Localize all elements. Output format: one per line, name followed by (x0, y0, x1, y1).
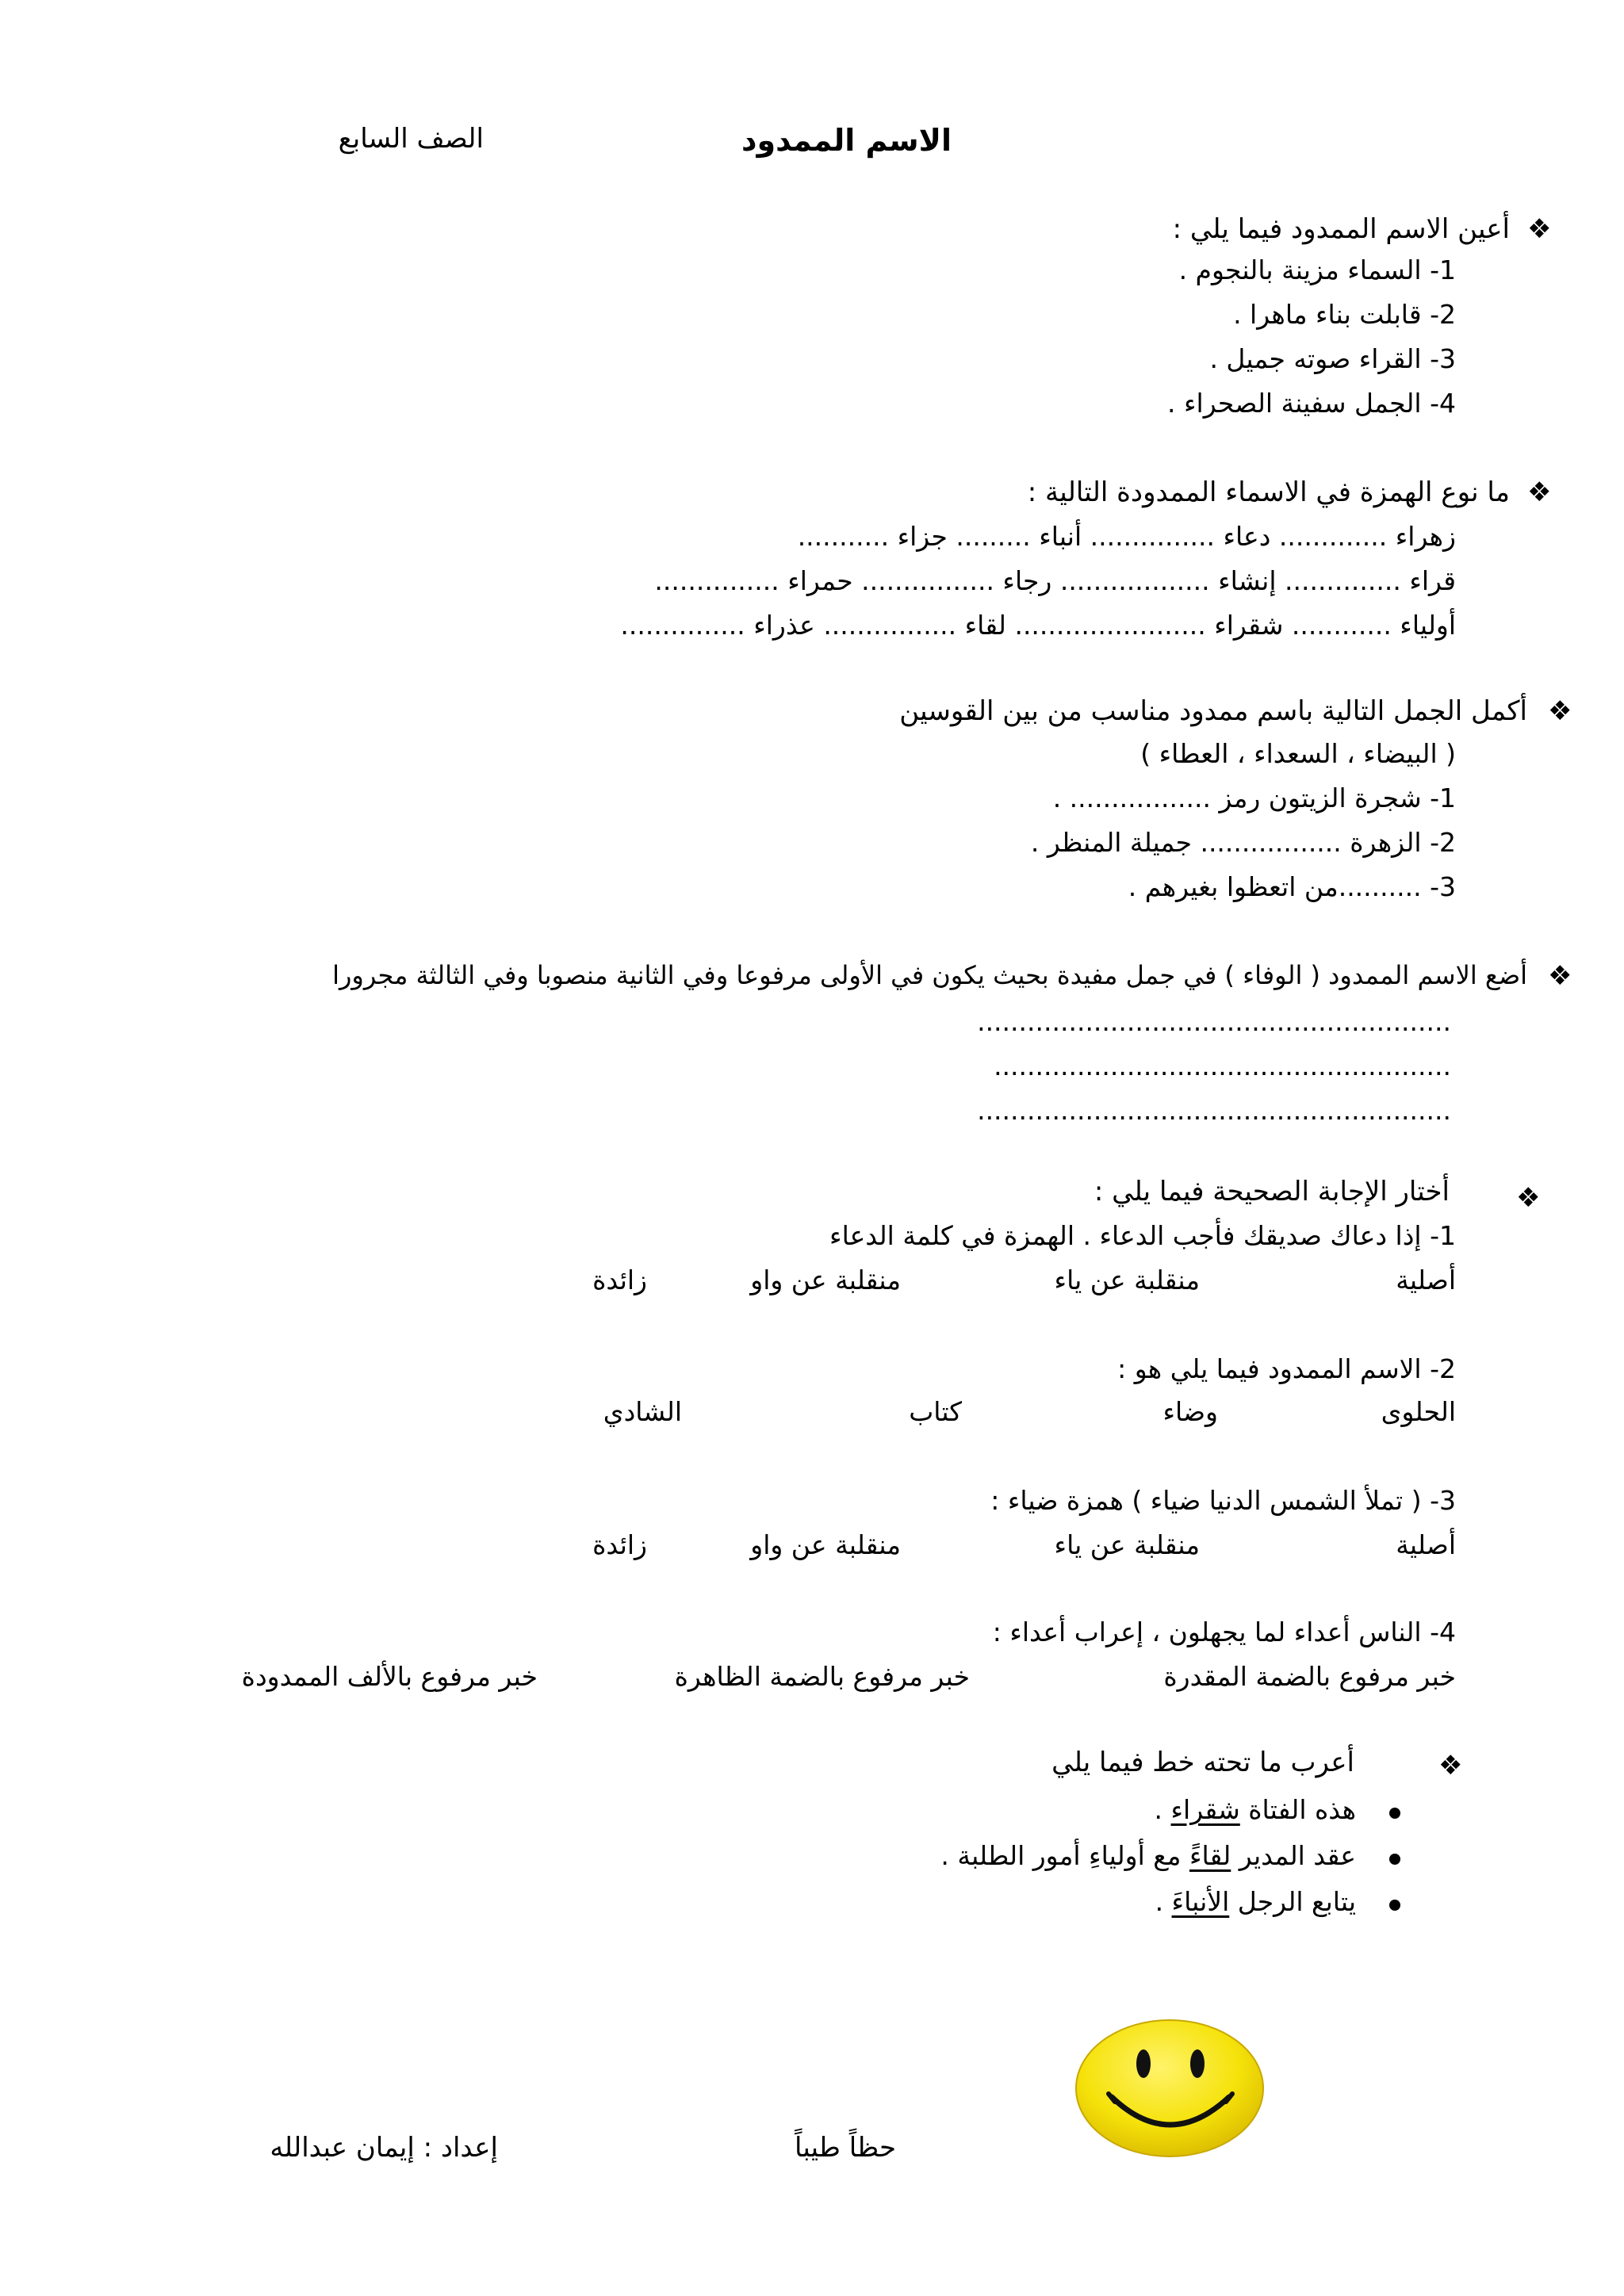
q5-question: 4- الناس أعداء لما يجهلون ، إعراب أعداء : (992, 1617, 1456, 1647)
q5-option: كتاب (909, 1396, 962, 1427)
good-luck-text: حظاً طيباً (794, 2132, 896, 2164)
author-credit: إعداد : إيمان عبدالله (270, 2132, 498, 2164)
q2-row: زهراء ............. دعاء ............... أنباء ......... جزاء ........... (797, 521, 1456, 552)
q6-item: هذه الفتاة شقراء . (1154, 1794, 1356, 1825)
q6-prompt: أعرب ما تحته خط فيما يلي (1051, 1747, 1354, 1778)
q5-option: وضاء (1162, 1396, 1218, 1427)
q1-item: 3- القراء صوته جميل . (1209, 343, 1456, 374)
underlined-word: شقراء (1170, 1794, 1240, 1825)
q1-item: 1- السماء مزينة بالنجوم . (1178, 254, 1456, 285)
answer-line: ....................................................... (994, 1050, 1451, 1081)
answer-line: ......................................................... (977, 1006, 1451, 1037)
bullet-dot-icon (1389, 1808, 1400, 1819)
underlined-word: الأنباءَ (1171, 1886, 1230, 1917)
q5-option: الشادي (603, 1396, 682, 1427)
q6-item: يتابع الرجل الأنباءَ . (1155, 1886, 1356, 1917)
q5-option: منقلبة عن واو (750, 1265, 901, 1295)
q5-option: زائدة (592, 1529, 647, 1560)
q5-option: أصلية (1396, 1265, 1456, 1295)
diamond-bullet-icon: ❖ (1548, 695, 1572, 727)
grade-label: الصف السابع (338, 123, 484, 155)
q4-prompt: أضع الاسم الممدود ( الوفاء ) في جمل مفيدة بحيث يكون في الأولى مرفوعا وفي الثانية منصوبا وفي الثالثة مجرورا (332, 960, 1527, 990)
answer-line: ......................................................... (977, 1095, 1451, 1126)
q5-option: منقلبة عن ياء (1054, 1265, 1200, 1295)
diamond-bullet-icon: ❖ (1527, 476, 1552, 508)
q5-option: أصلية (1396, 1529, 1456, 1560)
q5-question: 1- إذا دعاك صديقك فأجب الدعاء . الهمزة في كلمة الدعاء (829, 1220, 1456, 1251)
q3-item: 2- الزهرة ................. جميلة المنظر . (1030, 827, 1456, 858)
q5-option: منقلبة عن ياء (1054, 1529, 1200, 1560)
diamond-bullet-icon: ❖ (1548, 960, 1572, 992)
q1-item: 4- الجمل سفينة الصحراء . (1167, 388, 1456, 419)
q3-item: 3- ..........من اتعظوا بغيرهم . (1128, 871, 1456, 902)
diamond-bullet-icon: ❖ (1527, 213, 1552, 245)
diamond-bullet-icon: ❖ (1516, 1182, 1541, 1214)
q5-option: خبر مرفوع بالضمة المقدرة (1163, 1661, 1456, 1692)
q5-option: خبر مرفوع بالضمة الظاهرة (674, 1661, 970, 1692)
underlined-word: لقاءً (1189, 1840, 1231, 1871)
smiley-face-icon (1074, 2018, 1266, 2159)
q2-prompt: ما نوع الهمزة في الاسماء الممدودة التالية : (1027, 476, 1510, 508)
diamond-bullet-icon: ❖ (1438, 1750, 1463, 1781)
q1-prompt: أعين الاسم الممدود فيما يلي : (1172, 213, 1510, 245)
q3-choices: ( البيضاء ، السعداء ، العطاء ) (1140, 738, 1456, 769)
q3-prompt: أكمل الجمل التالية باسم ممدود مناسب من بين القوسين (899, 695, 1527, 727)
bullet-dot-icon (1389, 1900, 1400, 1911)
q6-item: عقد المدير لقاءً مع أولياءِ أمور الطلبة . (940, 1840, 1356, 1871)
q5-question: 2- الاسم الممدود فيما يلي هو : (1117, 1353, 1456, 1384)
q1-item: 2- قابلت بناء ماهرا . (1233, 299, 1456, 330)
q5-option: زائدة (592, 1265, 647, 1295)
q2-row: أولياء ............ شقراء ....................... لقاء ................ عذراء ............... (620, 610, 1456, 641)
q5-option: الحلوى (1381, 1396, 1456, 1427)
q5-option: خبر مرفوع بالألف الممدودة (241, 1661, 538, 1692)
q3-item: 1- شجرة الزيتون رمز ................. . (1052, 783, 1456, 813)
q2-row: قراء .............. إنشاء .................. رجاء ................ حمراء ............... (654, 565, 1456, 596)
q5-option: منقلبة عن واو (750, 1529, 901, 1560)
q5-prompt: أختار الإجابة الصحيحة فيما يلي : (1094, 1176, 1450, 1207)
q5-question: 3- ( تملأ الشمس الدنيا ضياء ) همزة ضياء : (990, 1485, 1456, 1516)
page-title: الاسم الممدود (741, 123, 952, 158)
bullet-dot-icon (1389, 1854, 1400, 1865)
